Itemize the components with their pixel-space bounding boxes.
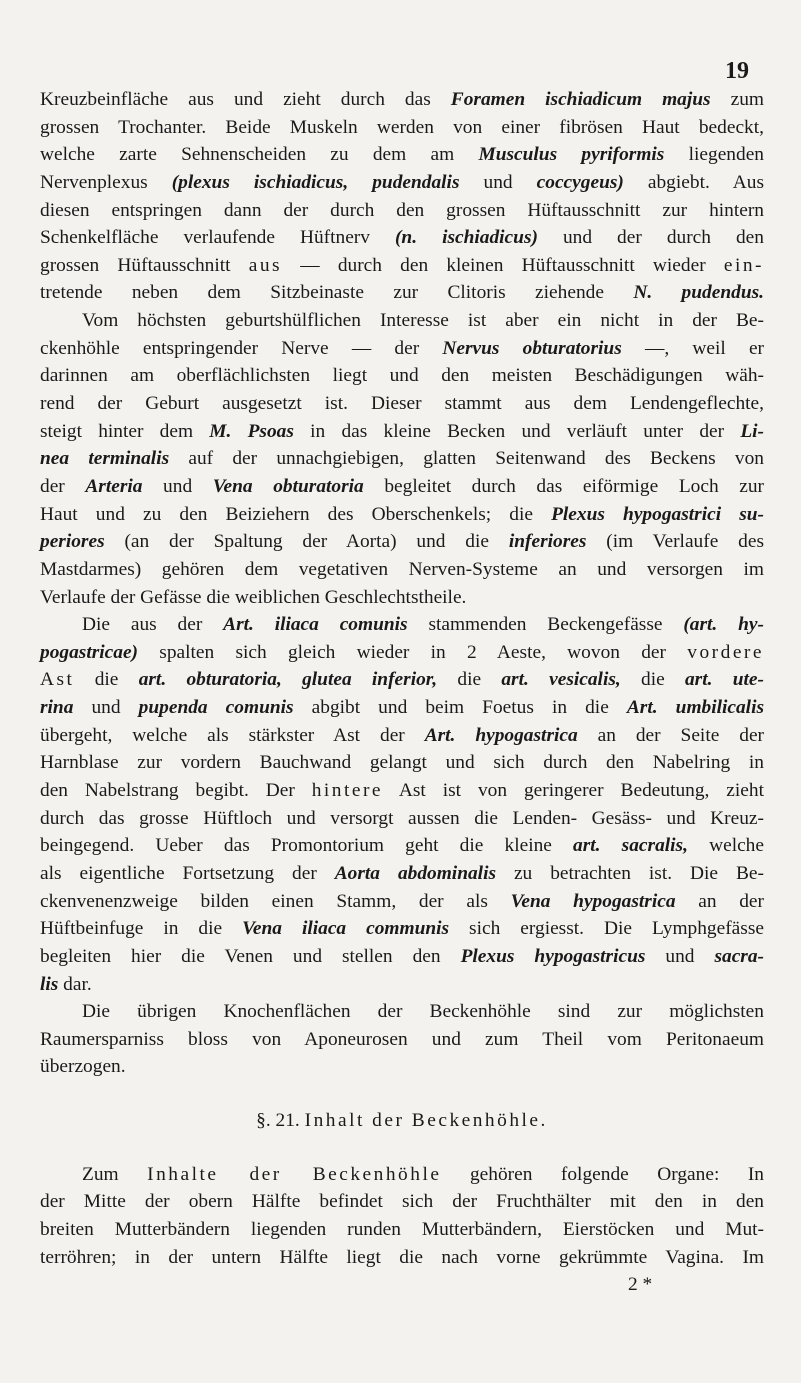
text-line: [40, 915, 764, 943]
text-line: [40, 501, 764, 529]
text-run: überzogen.: [40, 1056, 126, 1078]
text-line: [40, 252, 764, 280]
latin-term: Vena iliaca communis: [242, 918, 450, 940]
latin-term: art. ute-: [684, 669, 764, 691]
text-run: welche zarte Sehnenscheiden zu dem am: [40, 144, 479, 166]
latin-term: N. pudendus.: [633, 282, 764, 304]
text-run: Kreuzbeinfläche aus und zieht durch das: [40, 89, 451, 110]
text-run: breiten Mutterbändern liegenden runden Mutterbändern, Eierstöcken und Mut-: [40, 1218, 764, 1240]
spaced-emphasis: ein-: [723, 254, 764, 276]
text-run: Harnblase zur vordern Bauchwand gelangt und sich durch den Nabelring in: [40, 752, 764, 774]
text-line: [40, 362, 764, 390]
text-run: — durch den kleinen Hüftausschnitt wieder: [282, 254, 724, 276]
latin-term: periores: [40, 531, 105, 553]
text-run: zum: [710, 89, 765, 110]
latin-term: nea terminalis: [40, 448, 170, 470]
latin-term: Nervus obturatorius: [442, 337, 622, 359]
text-run: und: [142, 475, 213, 497]
latin-term: Aorta abdominalis: [334, 862, 496, 884]
text-line: [40, 114, 764, 142]
text-line: [40, 197, 764, 225]
text-run: und: [645, 945, 715, 967]
text-run: ckenvenenzweige bilden einen Stamm, der als: [40, 890, 511, 912]
text-line: [40, 832, 764, 860]
text-line: [40, 611, 764, 639]
text-line: [40, 666, 764, 694]
text-run: dar.: [58, 973, 92, 995]
text-run: und der durch den: [537, 227, 764, 249]
text-line: [40, 943, 764, 971]
text-line: [40, 1216, 764, 1244]
signature-mark: 2 *: [628, 1274, 653, 1296]
text-run: übergeht, welche als stärkster Ast der: [40, 724, 425, 746]
text-run: Verlaufe der Gefässe die weiblichen Geschlechtstheile.: [40, 586, 467, 608]
text-run: den Nabelstrang begibt. Der: [40, 780, 312, 802]
text-line: [40, 556, 764, 584]
text-line: [40, 307, 764, 335]
text-run: grossen Hüftausschnitt: [40, 254, 249, 276]
text-line: [40, 749, 764, 777]
text-run: rend der Geburt ausgesetzt ist. Dieser stammt aus dem Lendengeflechte,: [40, 393, 764, 415]
latin-term: pupenda comunis: [138, 697, 294, 719]
text-line: [40, 639, 764, 667]
latin-term: inferiores: [508, 531, 587, 553]
text-run: spalten sich gleich wieder in 2 Aeste, wovon der: [138, 641, 688, 663]
text-run: grossen Trochanter. Beide Muskeln werden von einer fibrösen Haut bedeckt,: [40, 116, 764, 138]
latin-term: Plexus hypogastricus: [460, 945, 646, 967]
text-run: an der: [675, 890, 764, 912]
text-line: [40, 86, 764, 114]
text-run: die: [74, 669, 139, 691]
latin-term: art. vesicalis,: [501, 669, 621, 691]
text-line: [40, 335, 764, 363]
spaced-emphasis: hintere: [311, 780, 384, 802]
text-run: die: [620, 669, 685, 691]
spaced-emphasis: aus: [248, 254, 283, 276]
text-line: [40, 224, 764, 252]
text-line: [40, 860, 764, 888]
text-run: die: [437, 669, 502, 691]
latin-term: art. sacralis,: [573, 835, 688, 857]
latin-term: Plexus hypogastrici su-: [551, 503, 764, 525]
spaced-emphasis: Inhalt der Beckenhöhle.: [304, 1110, 548, 1132]
text-run: abgiebt. Aus: [623, 171, 765, 193]
text-line: [40, 971, 764, 999]
text-run: (an der Spaltung der Aorta) und die: [104, 531, 509, 553]
text-run: auf der unnachgiebigen, glatten Seitenwand des Beckens von: [169, 448, 764, 470]
text-run: (im Verlaufe des: [586, 531, 764, 553]
text-run: Mastdarmes) gehören dem vegetativen Nerven-Systeme an und versorgen im: [40, 558, 764, 580]
text-run: stammenden Beckengefässe: [407, 614, 684, 636]
text-line: [40, 445, 764, 473]
text-run: darinnen am oberflächlichsten liegt und den meisten Beschädigungen wäh-: [40, 365, 764, 387]
text-line: [40, 1053, 764, 1081]
text-run: gehören folgende Organe: In: [441, 1163, 764, 1185]
latin-term: Art. iliaca comunis: [223, 614, 408, 636]
text-line: [40, 722, 764, 750]
text-run: begleitet durch das eiförmige Loch zur: [363, 475, 765, 497]
latin-term: pogastricae): [40, 641, 139, 663]
text-run: als eigentliche Fortsetzung der: [40, 862, 335, 884]
spaced-emphasis: vordere: [687, 641, 764, 663]
text-line: [40, 1188, 764, 1216]
text-line: [40, 694, 764, 722]
text-run: diesen entspringen dann der durch den grossen Hüftausschnitt zur hintern: [40, 199, 764, 221]
latin-term: Vena hypogastrica: [510, 890, 676, 912]
spaced-emphasis: Ast: [40, 669, 75, 691]
latin-term: Foramen ischiadicum majus: [450, 89, 711, 110]
text-run: —, weil er: [621, 337, 765, 359]
text-run: Raumersparniss bloss von Aponeurosen und zum Theil vom Peritonaeum: [40, 1028, 764, 1050]
body-text: [40, 86, 764, 1299]
latin-term: (n. ischiadicus): [394, 227, 538, 249]
text-run: steigt hinter dem: [40, 420, 210, 442]
text-line: [40, 169, 764, 197]
text-line: [40, 279, 764, 307]
latin-term: (plexus ischiadicus, pudendalis: [171, 171, 460, 193]
text-line: [40, 998, 764, 1026]
page-number: 19: [725, 58, 749, 84]
text-run: Hüftbeinfuge in die: [40, 918, 243, 940]
latin-term: lis: [40, 973, 59, 995]
latin-term: art. obturatoria, glutea inferior,: [138, 669, 438, 691]
latin-term: (art. hy-: [683, 614, 764, 636]
latin-term: Arteria: [85, 475, 143, 497]
latin-term: sacra-: [714, 945, 764, 967]
text-run: §. 21.: [256, 1110, 305, 1132]
text-run: begleiten hier die Venen und stellen den: [40, 945, 461, 967]
latin-term: Li-: [740, 420, 765, 442]
text-line: [40, 1244, 764, 1272]
text-run: ckenhöhle entspringender Nerve — der: [40, 337, 443, 359]
text-run: Schenkelfläche verlaufende Hüftnerv: [40, 227, 395, 249]
latin-term: rina: [40, 697, 74, 719]
text-line: [40, 805, 764, 833]
text-line: [40, 528, 764, 556]
text-run: Ast ist von geringerer Bedeutung, zieht: [383, 780, 764, 802]
text-line: [40, 584, 764, 612]
text-run: Vom höchsten geburtshülflichen Interesse ist aber ein nicht in der Be-: [82, 310, 764, 332]
text-line: [40, 473, 764, 501]
text-line: [40, 1161, 764, 1189]
text-run: in das kleine Becken und verläuft unter der: [293, 420, 741, 442]
spaced-emphasis: Inhalte der Beckenhöhle: [147, 1163, 442, 1185]
text-run: zu betrachten ist. Die Be-: [496, 862, 764, 884]
text-run: der: [40, 475, 86, 497]
text-run: der Mitte der obern Hälfte befindet sich der Fruchthälter mit den in den: [40, 1191, 764, 1213]
paragraph-gap: [40, 1135, 764, 1161]
text-run: durch das grosse Hüftloch und versorgt aussen die Lenden- Gesäss- und Kreuz-: [40, 807, 764, 829]
latin-term: M. Psoas: [209, 420, 294, 442]
text-run: Zum: [82, 1163, 148, 1185]
text-line: [40, 418, 764, 446]
text-run: an der Seite der: [577, 724, 765, 746]
text-line: [40, 141, 764, 169]
text-line: [40, 777, 764, 805]
text-run: abgibt und beim Foetus in die: [293, 697, 627, 719]
latin-term: Vena obturatoria: [212, 475, 364, 497]
section-heading: [40, 1107, 764, 1135]
text-run: Nervenplexus: [40, 171, 172, 193]
text-run: liegenden: [664, 144, 764, 166]
text-line: [40, 888, 764, 916]
paragraph-gap: [40, 1081, 764, 1107]
text-run: Die übrigen Knochenflächen der Beckenhöhle sind zur möglichsten: [82, 1001, 764, 1023]
latin-term: coccygeus): [536, 171, 624, 193]
latin-term: Art. umbilicalis: [626, 697, 765, 719]
text-run: welche: [687, 835, 764, 857]
latin-term: Art. hypogastrica: [424, 724, 578, 746]
text-run: Haut und zu den Beiziehern des Oberschenkels; die: [40, 503, 552, 525]
text-line: [40, 390, 764, 418]
text-run: tretende neben dem Sitzbeinaste zur Clitoris ziehende: [40, 282, 634, 304]
text-run: und: [459, 171, 537, 193]
text-run: und: [73, 697, 139, 719]
text-run: beingegend. Ueber das Promontorium geht die kleine: [40, 835, 574, 857]
text-run: terröhren; in der untern Hälfte liegt die nach vorne gekrümmte Vagina. Im: [40, 1246, 764, 1268]
text-line: [40, 1026, 764, 1054]
text-run: Die aus der: [82, 614, 224, 636]
latin-term: Musculus pyriformis: [478, 144, 665, 166]
text-run: sich ergiesst. Die Lymphgefässe: [449, 918, 764, 940]
